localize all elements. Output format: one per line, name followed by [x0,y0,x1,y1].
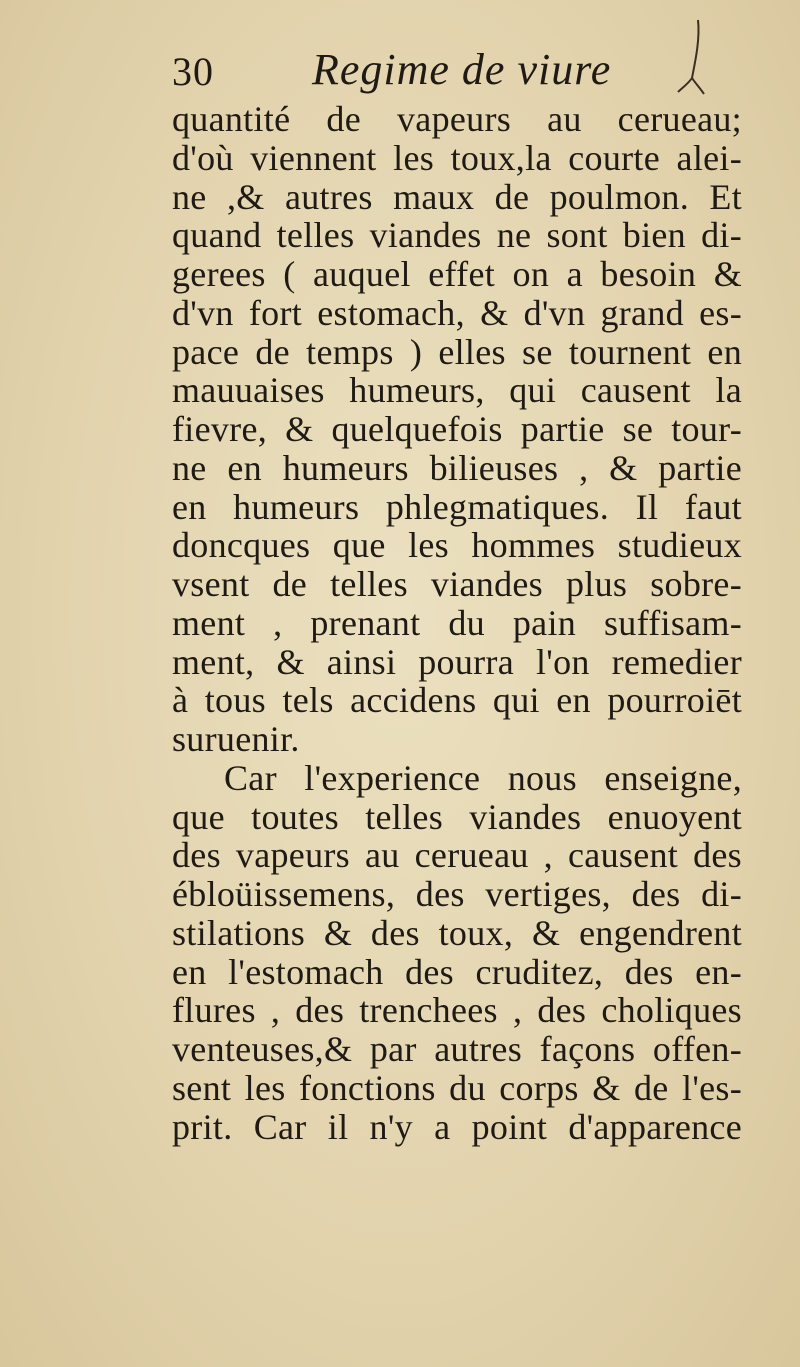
text-line: gerees ( auquel effet on a besoin & [172,254,742,294]
text-line: vsent de telles viandes plus sobre- [172,564,742,604]
text-line: en l'estomach des cruditez, des en- [172,951,742,992]
text-line: prit. Car il n'y a point d'apparence [172,1106,742,1147]
text-line: que toutes telles viandes enuoyent [172,796,742,837]
text-line: en humeurs phlegmatiques. Il faut [172,486,742,527]
text-line: d'où viennent les toux,la courte alei- [172,137,742,178]
text-line: pace de temps ) elles se tournent en [172,331,742,372]
text-line: ne ,& autres maux de poulmon. Et [172,176,742,217]
text-line: d'vn fort estomach, & d'vn grand es- [172,292,742,333]
text-line: mauuaises humeurs, qui causent la [172,370,742,411]
text-line: fievre, & quelquefois partie se tour- [172,409,742,449]
text-line: doncques que les hommes studieux [172,525,742,566]
text-line: flures , des trenchees , des choliques [172,990,742,1031]
ink-mark [670,18,710,108]
text-line: stilations & des toux, & engendrent [172,912,742,953]
page-number: 30 [172,49,214,94]
text-line: suruenir. [172,719,300,759]
paragraph-2 [172,759,742,1147]
text-line: à tous tels accidens qui en pourroiēt [172,680,742,721]
text-line: des vapeurs au cerueau , causent des [172,835,742,876]
text-line: ment, & ainsi pourra l'on remedier [172,641,742,682]
text-line: ment , prenant du pain suffisam- [172,602,742,643]
text-line: venteuses,& par autres façons offen- [172,1029,742,1069]
text-line: ébloüissemens, des vertiges, des di- [172,874,742,914]
paragraph-1 [172,100,742,759]
running-title: Regime de viure [312,45,612,94]
text-line: Car l'experience nous enseigne, [224,757,742,798]
page-header [172,42,732,102]
body-text [172,100,742,1146]
text-line: sent les fonctions du corps & de l'es- [172,1067,742,1108]
text-line: quantité de vapeurs au cerueau; [172,99,742,139]
text-line: ne en humeurs bilieuses , & partie [172,447,742,488]
text-line: quand telles viandes ne sont bien di- [172,215,742,256]
